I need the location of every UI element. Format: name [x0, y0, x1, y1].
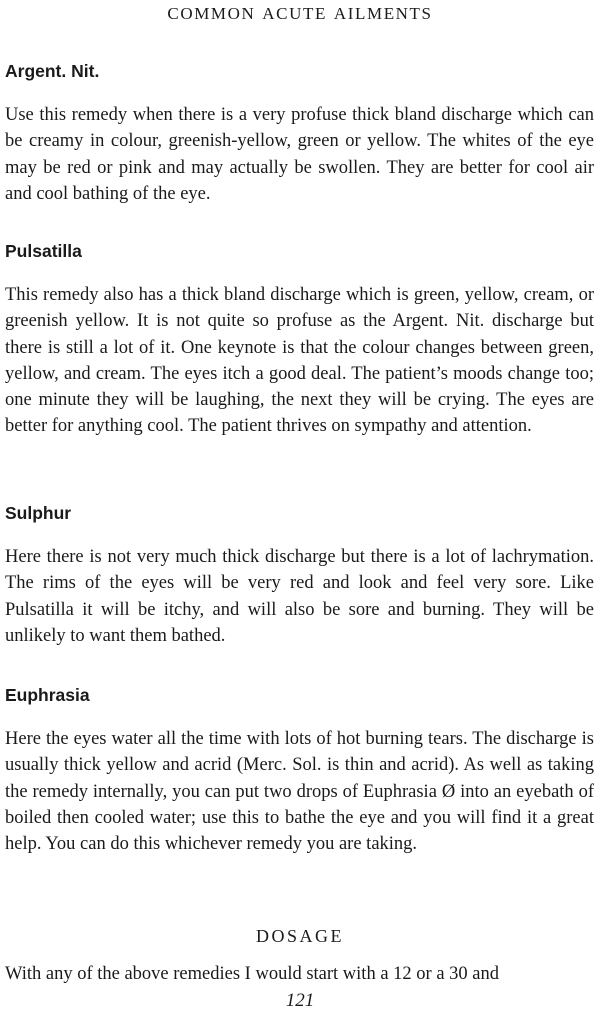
- section-heading: Argent. Nit.: [5, 61, 100, 81]
- section-sulphur: [5, 502, 594, 649]
- section-argent-nit: [5, 60, 594, 207]
- section-heading: Sulphur: [5, 503, 72, 523]
- section-paragraph: Here there is not very much thick discharge but there is a lot of lachrymation. The rims of the eyes will be very red and look and feel very sore. Like Pulsatilla it will be itchy, and will also be sore and burning. They will be unlikely to want them bathed.: [5, 547, 594, 646]
- section-paragraph: This remedy also has a thick bland discharge which is green, yellow, cream, or greenish yellow. It is not quite so profuse as the Argent. Nit. discharge but there is still a lot of it. One keynote is that the colour changes between green, yellow, and cream. The eyes itch a good deal. The patient’s moods change too; one minute they will be laughing, the next they will be crying. The eyes are better for anything cool. The patient thrives on sympathy and attention.: [5, 285, 594, 437]
- dosage-paragraph: With any of the above remedies I would start with a 12 or a 30 and: [5, 964, 499, 984]
- section-heading: Euphrasia: [5, 685, 90, 705]
- page-number: 121: [285, 990, 315, 1011]
- section-pulsatilla: [5, 240, 594, 440]
- section-paragraph: Use this remedy when there is a very profuse thick bland discharge which can be creamy in colour, greenish-yellow, green or yellow. The whites of the eye may be red or pink and may actually be swollen. They are better for cool air and cool bathing of the eye.: [5, 105, 594, 204]
- section-heading: Pulsatilla: [5, 241, 82, 261]
- running-head: COMMON ACUTE AILMENTS: [167, 4, 433, 23]
- dosage-heading: DOSAGE: [255, 926, 344, 946]
- section-paragraph: Here the eyes water all the time with lots of hot burning tears. The discharge is usually thick yellow and acrid (Merc. Sol. is thin and acrid). As well as taking the remedy internally, you can put two drops of Euphrasia Ø into an eyebath of boiled then cooled water; use this to bathe the eye and you will find it a great help. You can do this whichever remedy you are taking.: [5, 729, 594, 855]
- section-euphrasia: [5, 684, 594, 857]
